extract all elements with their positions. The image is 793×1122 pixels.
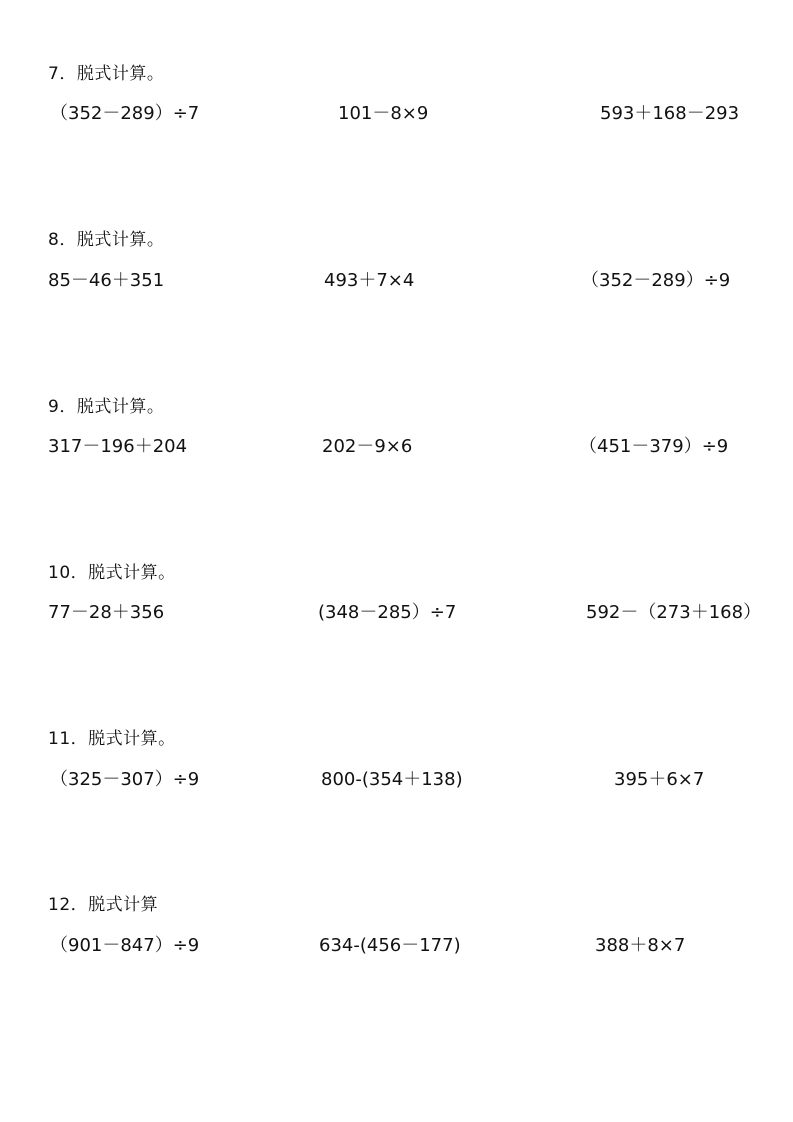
expression: （325－307）÷9 bbox=[50, 769, 200, 790]
expression: 77－28＋356 bbox=[48, 602, 165, 623]
problem-title: 11．脱式计算。 bbox=[48, 729, 176, 749]
expression: 85－46＋351 bbox=[48, 270, 165, 291]
expression: 634-(456－177) bbox=[319, 935, 461, 956]
expression: (348－285）÷7 bbox=[318, 602, 457, 623]
expression: 202－9×6 bbox=[322, 436, 413, 457]
expression: 493＋7×4 bbox=[324, 270, 415, 291]
expression: 395＋6×7 bbox=[614, 769, 705, 790]
expression: 800-(354＋138) bbox=[321, 769, 463, 790]
problem-title: 10．脱式计算。 bbox=[48, 563, 176, 583]
expression: （352－289）÷9 bbox=[581, 270, 731, 291]
expression: 388＋8×7 bbox=[595, 935, 686, 956]
expression: （352－289）÷7 bbox=[50, 103, 200, 124]
problem-title: 12．脱式计算 bbox=[48, 895, 159, 915]
problem-title: 9．脱式计算。 bbox=[48, 397, 165, 417]
expression: 101－8×9 bbox=[338, 103, 429, 124]
expression: 592－（273＋168） bbox=[586, 602, 762, 623]
expression: 317－196＋204 bbox=[48, 436, 188, 457]
expression: （901－847）÷9 bbox=[50, 935, 200, 956]
problem-title: 8．脱式计算。 bbox=[48, 230, 165, 250]
expression: （451－379）÷9 bbox=[579, 436, 729, 457]
expression: 593＋168－293 bbox=[600, 103, 740, 124]
problem-title: 7．脱式计算。 bbox=[48, 64, 165, 84]
